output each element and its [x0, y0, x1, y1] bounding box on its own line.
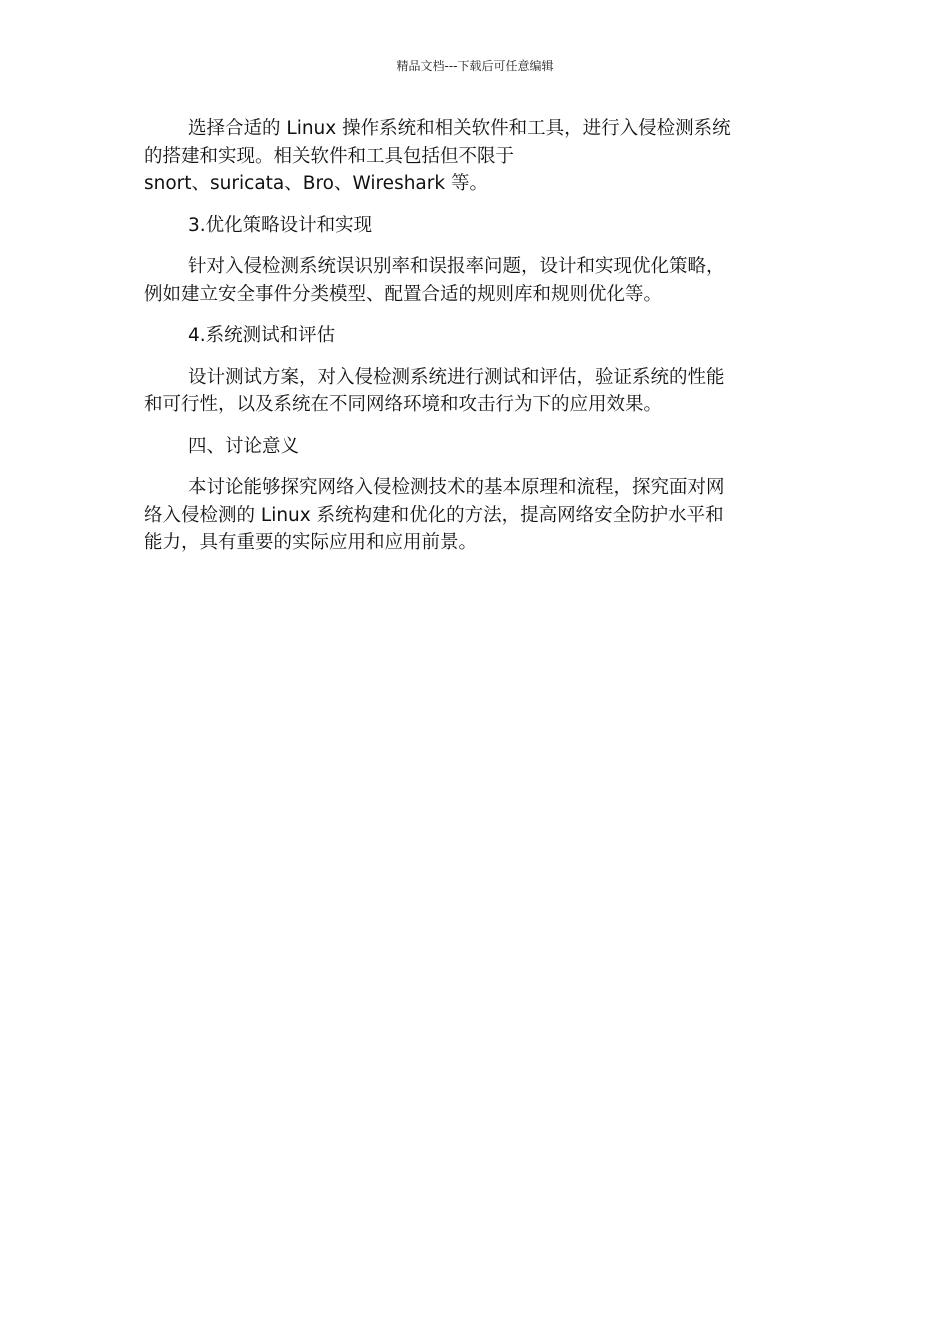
paragraph-optimization	[144, 253, 796, 308]
paragraph-testing	[144, 364, 796, 419]
page-header: 精品文档---下载后可任意编辑	[396, 59, 554, 73]
paragraph-software-tools	[144, 115, 796, 198]
text-line: 络入侵检测的 Linux 系统构建和优化的方法，提高网络安全防护水平和	[144, 504, 724, 526]
paragraph-significance	[144, 474, 796, 557]
text-line: 的搭建和实现。相关软件和工具包括但不限于	[144, 145, 515, 167]
text-line: snort、suricata、Bro、Wireshark 等。	[144, 173, 488, 194]
section-heading-optimization	[144, 212, 796, 240]
text-line: 设计测试方案，对入侵检测系统进行测试和评估，验证系统的性能	[188, 366, 725, 388]
text-line: 针对入侵检测系统误识别率和误报率问题，设计和实现优化策略，	[188, 256, 725, 277]
text-line: 例如建立安全事件分类模型、配置合适的规则库和规则优化等。	[144, 283, 663, 305]
text-line: 本讨论能够探究网络入侵检测技术的基本原理和流程，探究面对网	[188, 477, 725, 498]
text-line: 选择合适的 Linux 操作系统和相关软件和工具，进行入侵检测系统	[188, 118, 731, 139]
text-line: 能力，具有重要的实际应用和应用前景。	[144, 532, 478, 553]
heading-text: 四、讨论意义	[188, 435, 300, 457]
heading-text: 3.优化策略设计和实现	[188, 214, 373, 236]
text-line: 和可行性，以及系统在不同网络环境和攻击行为下的应用效果。	[144, 394, 663, 415]
section-heading-significance	[144, 433, 796, 461]
document-body	[144, 115, 796, 571]
heading-text: 4.系统测试和评估	[188, 325, 336, 346]
section-heading-testing	[144, 322, 796, 350]
